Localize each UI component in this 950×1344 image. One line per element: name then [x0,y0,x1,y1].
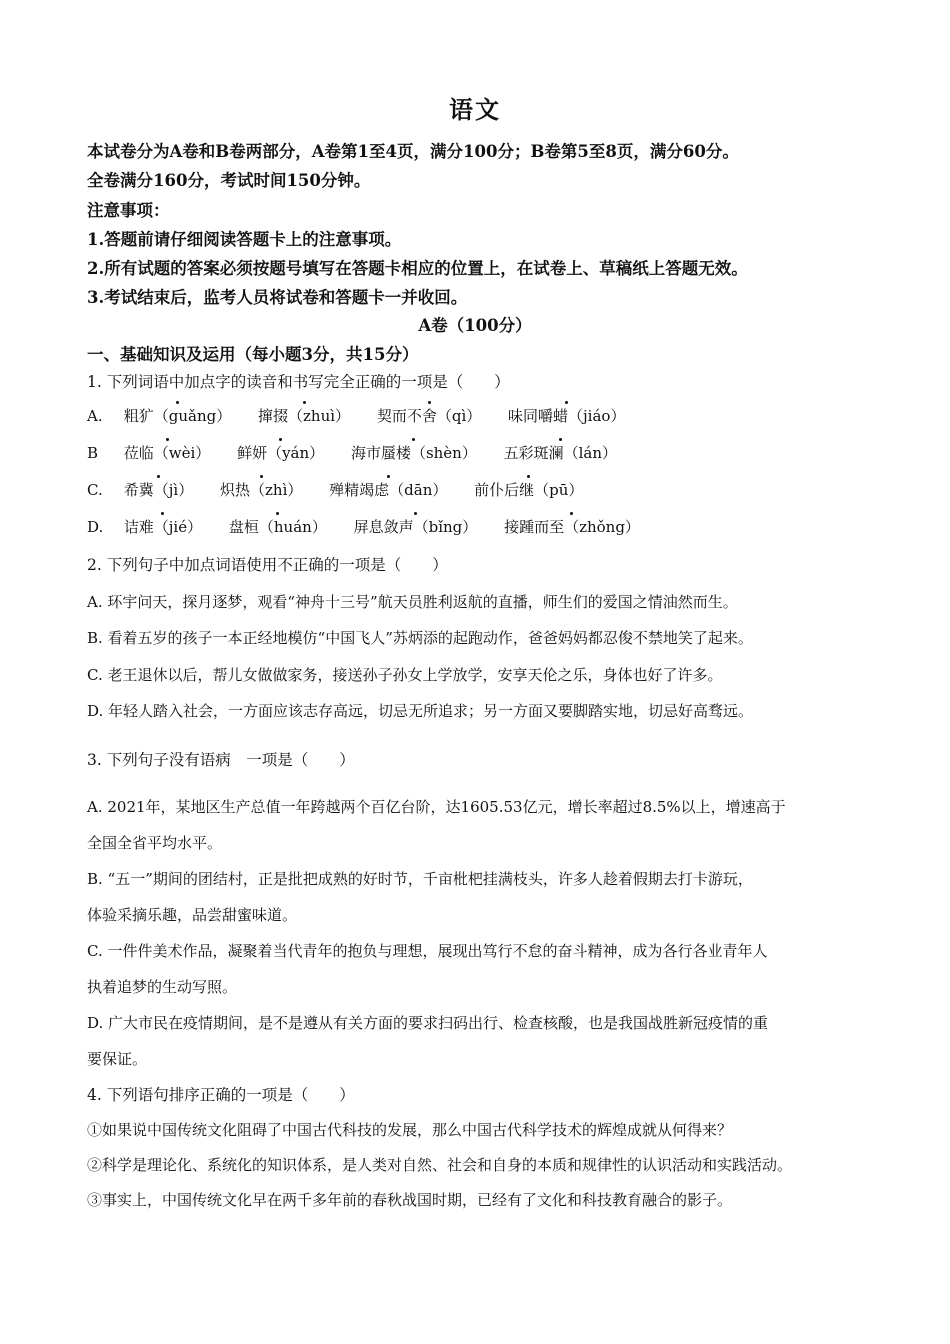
q3-option-b-line-1: B. “五一”期间的团结村，正是批把成熟的好时节，千亩枇杷挂满枝头，许多人趁着假期去打卡游玩， [87,870,753,888]
word-item: 契而不舍（qì） [376,407,482,425]
word-item: 炽热（zhì） [220,481,303,499]
note-2: 2.所有试题的答案必须按题号填写在答题卡相应的位置上，在试卷上、草稿纸上答题无效。 [87,259,748,278]
q1-option-c [87,479,605,500]
word-item: 诘难（jié） [123,518,203,536]
q2-stem: 2. 下列句子中加点词语使用不正确的一项是（ ） [87,556,448,574]
word-item: 海市蜃楼（shèn） [350,444,477,462]
word-item: 鲜妍（yán） [237,444,325,462]
option-label: C. [87,481,103,499]
q2-option-b: B. 看着五岁的孩子一本正经地模仿“中国飞人”苏炳添的起跑动作，爸爸妈妈都忍俊不禁地笑了起来。 [87,629,753,647]
intro-line-2: 全卷满分160分，考试时间150分钟。 [87,171,371,190]
q2-option-c: C. 老王退休以后，帮儿女做做家务，接送孙子孙女上学放学，安享天伦之乐，身体也好了许多。 [87,666,723,684]
option-label: B [87,444,99,462]
q2-option-d: D. 年轻人踏入社会，一方面应该志存高远，切忌无所追求；另一方面又要脚踏实地，切忌好高骛远。 [87,702,754,720]
q3-option-d-line-2: 要保证。 [87,1050,148,1068]
q1-option-d [87,516,662,537]
q4-sentence-1: ①如果说中国传统文化阻碍了中国古代科技的发展，那么中国古代科学技术的辉煌成就从何得来？ [87,1121,733,1139]
notes-heading: 注意事项： [87,201,170,220]
q3-option-a-line-1: A. 2021年，某地区生产总值一年跨越两个百亿台阶，达1605.53亿元，增长率超过8.5%以上，增速高于 [87,798,786,816]
q4-sentence-2: ②科学是理论化、系统化的知识体系，是人类对自然、社会和自身的本质和规律性的认识活动和实践活动。 [87,1156,793,1174]
page-title: 语文 [449,95,501,124]
option-label: D. [87,518,104,536]
intro-line-1: 本试卷分为A卷和B卷两部分，A卷第1至4页，满分100分；B卷第5至8页，满分60分。 [87,142,739,161]
word-item: 五彩斑澜（lán） [503,444,618,462]
word-item: 撺掇（zhuì） [258,407,351,425]
word-item: 屏息敛声（bǐng） [353,518,478,536]
word-item: 接踵而至（zhǒng） [504,518,640,536]
word-item: 盘桓（huán） [228,518,327,536]
q1-option-b [87,442,639,463]
q2-option-a: A. 环宇问天，探月逐梦，观看“神舟十三号”航天员胜利返航的直播，师生们的爱国之情油然而生。 [87,593,738,611]
option-label: A. [87,407,103,425]
note-3: 3.考试结束后，监考人员将试卷和答题卡一并收回。 [87,288,468,307]
word-item: 莅临（wèi） [123,444,211,462]
word-item: 粗犷（guǎng） [123,407,232,425]
q3-option-c-line-2: 执着追梦的生动写照。 [87,978,238,996]
q4-stem: 4. 下列语句排序正确的一项是（ ） [87,1086,355,1104]
q3-option-c-line-1: C. 一件件美术作品，凝聚着当代青年的抱负与理想，展现出笃行不怠的奋斗精神，成为各行各业青年人 [87,942,768,960]
note-1: 1.答题前请仔细阅读答题卡上的注意事项。 [87,230,402,249]
q4-sentence-3: ③事实上，中国传统文化早在两千多年前的春秋战国时期，已经有了文化和科技教育融合的影子。 [87,1191,733,1209]
word-item: 前仆后继（pū） [474,481,584,499]
q3-option-d-line-1: D. 广大市民在疫情期间，是不是遵从有关方面的要求扫码出行、检查核酸，也是我国战胜新冠疫情的重 [87,1014,769,1032]
part-1-heading: 一、基础知识及运用（每小题3分，共15分） [87,345,419,364]
q3-stem: 3. 下列句子没有语病 一项是（ ） [87,751,355,769]
word-item: 希冀（jì） [123,481,194,499]
q3-option-a-line-2: 全国全省平均水平。 [87,834,223,852]
word-item: 味同嚼蜡（jiáo） [508,407,626,425]
q1-option-a [87,405,647,426]
q1-stem: 1. 下列词语中加点字的读音和书写完全正确的一项是（ ） [87,373,510,391]
word-item: 殚精竭虑（dān） [329,481,448,499]
q3-option-b-line-2: 体验采摘乐趣，品尝甜蜜味道。 [87,906,298,924]
section-a-heading: A卷（100分） [418,316,532,335]
